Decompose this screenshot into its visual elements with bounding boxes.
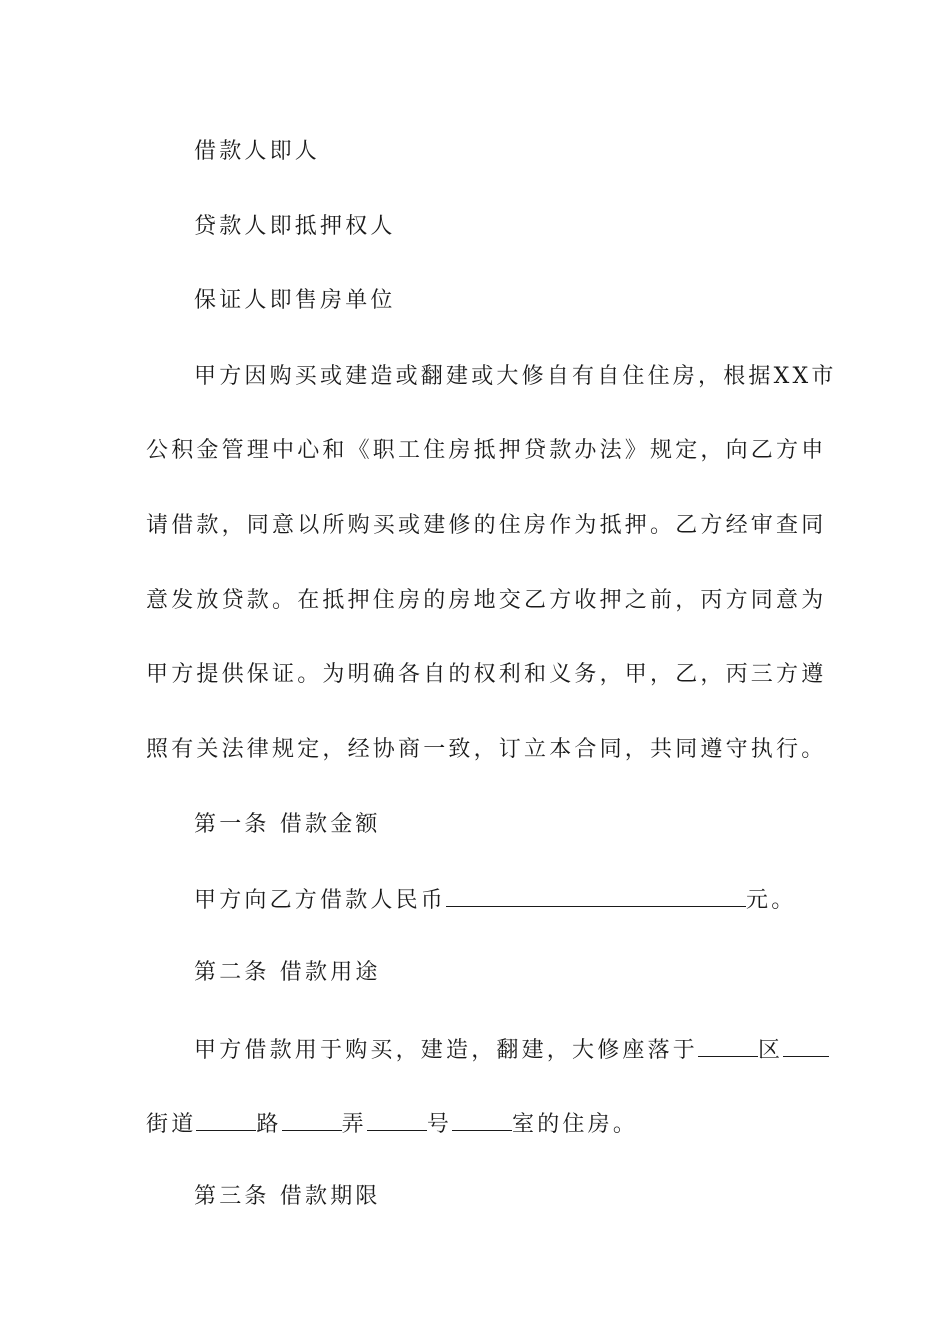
lender-line: 贷款人即抵押权人	[194, 214, 396, 239]
amount-line	[194, 884, 864, 916]
lane-label: 弄	[341, 1112, 367, 1137]
preamble-line-4: 意发放贷款。在抵押住房的房地交乙方收押之前，丙方同意为	[146, 588, 827, 613]
room-blank[interactable]	[452, 1108, 512, 1131]
number-blank[interactable]	[367, 1108, 427, 1131]
borrower-line: 借款人即人	[194, 139, 321, 164]
preamble-line-5: 甲方提供保证。为明确各自的权利和义务，甲，乙，丙三方遵	[146, 662, 827, 687]
article-3-heading: 第三条 借款期限	[194, 1184, 381, 1209]
street-label: 街道	[146, 1112, 197, 1137]
road-label: 路	[256, 1112, 282, 1137]
road-blank[interactable]	[196, 1108, 256, 1131]
preamble-line-6: 照有关法律规定，经协商一致，订立本合同，共同遵守执行。	[146, 737, 827, 762]
preamble-line-1: 甲方因购买或建造或翻建或大修自有自住住房，根据XX市	[194, 364, 837, 389]
room-label: 室的住房。	[512, 1112, 639, 1137]
preamble-line-3: 请借款，同意以所购买或建修的住房作为抵押。乙方经审查同	[146, 513, 827, 538]
district-label: 区	[758, 1038, 784, 1063]
amount-prefix: 甲方向乙方借款人民币	[194, 888, 447, 913]
purpose-line-2	[146, 1108, 816, 1140]
number-label: 号	[426, 1112, 453, 1137]
district-blank[interactable]	[698, 1034, 758, 1057]
lane-blank[interactable]	[282, 1108, 342, 1131]
purpose-line-1	[194, 1034, 864, 1066]
article-2-heading: 第二条 借款用途	[194, 960, 381, 985]
preamble-line-2: 公积金管理中心和《职工住房抵押贷款办法》规定，向乙方申	[146, 438, 827, 463]
purpose-prefix: 甲方借款用于购买，建造，翻建，大修座落于	[194, 1038, 699, 1063]
amount-suffix: 元。	[746, 888, 797, 913]
street-blank[interactable]	[783, 1034, 829, 1057]
amount-blank[interactable]	[446, 884, 746, 907]
article-1-heading: 第一条 借款金额	[194, 812, 381, 837]
guarantor-line: 保证人即售房单位	[194, 288, 396, 313]
